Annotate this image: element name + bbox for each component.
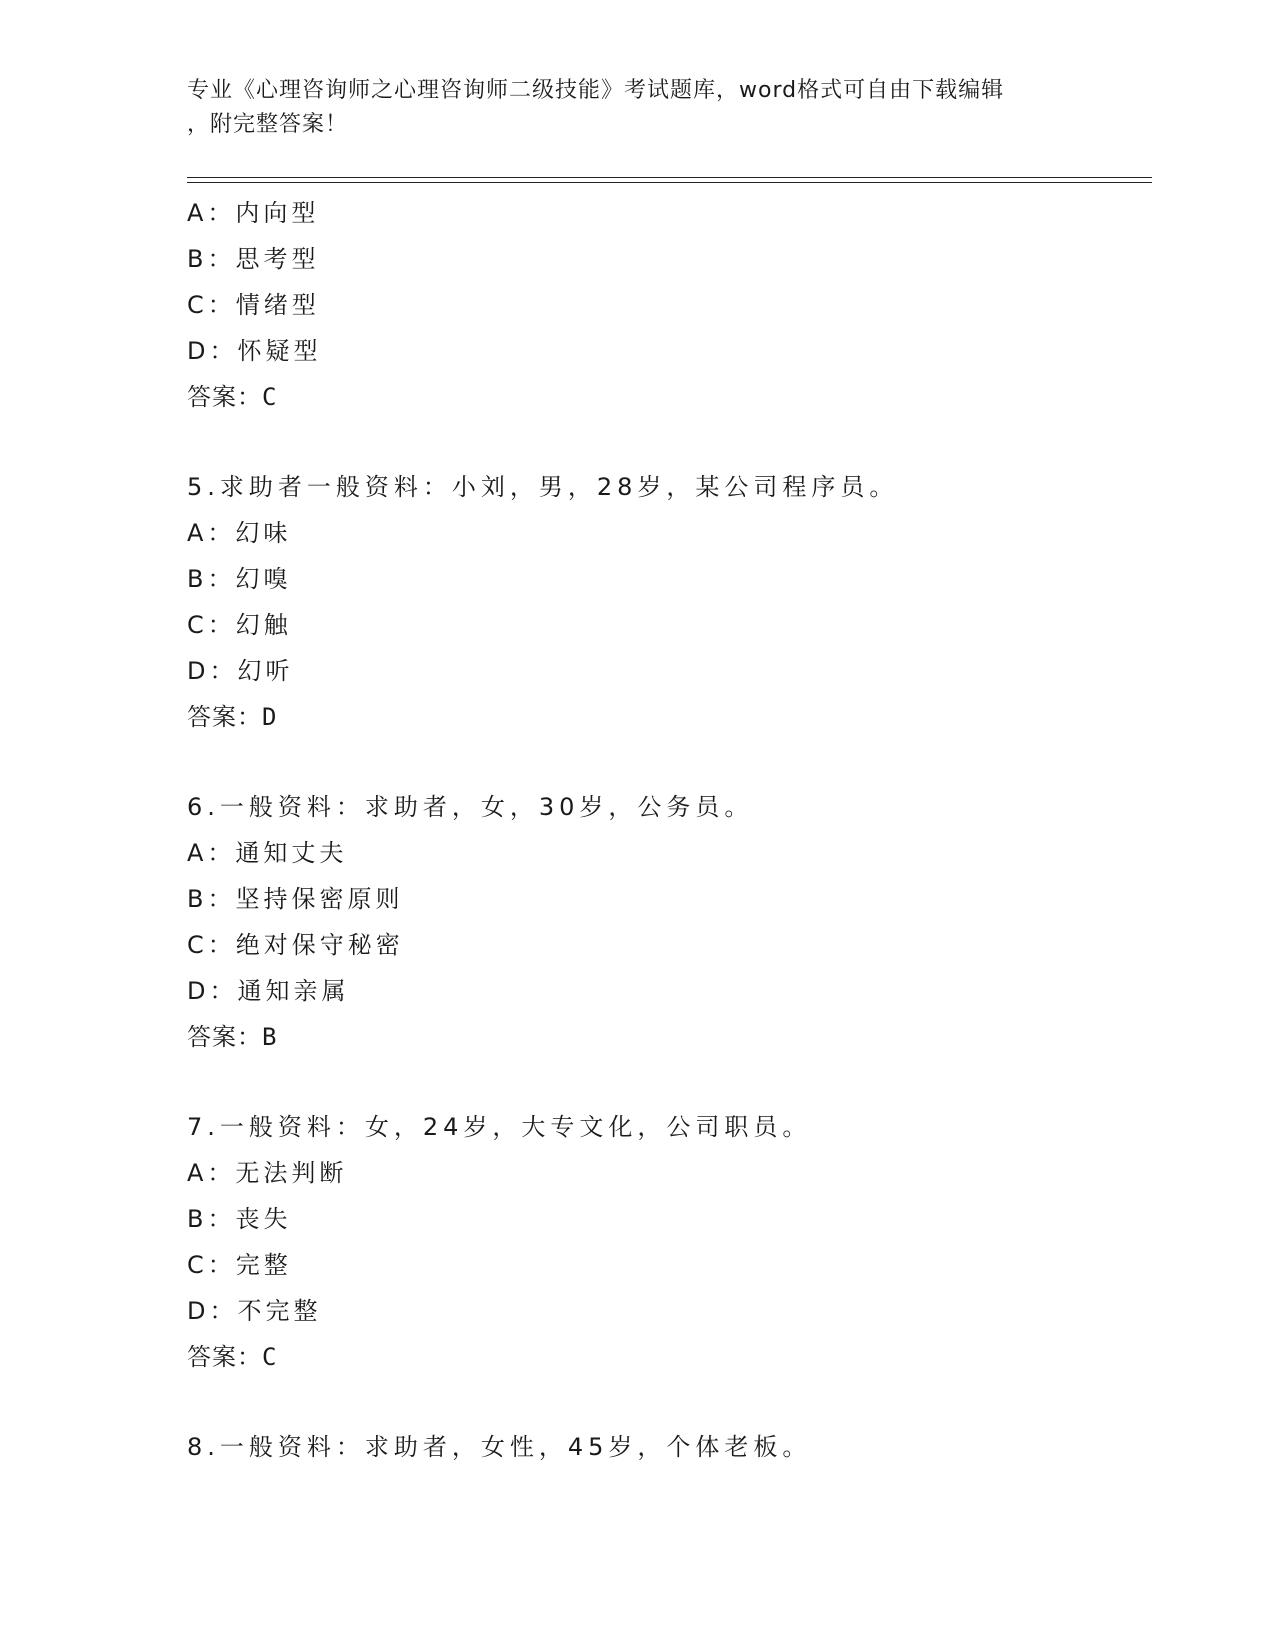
header-divider-bottom xyxy=(187,182,1152,183)
option-d: D：怀疑型 xyxy=(187,337,322,365)
option-a: A：幻味 xyxy=(187,519,292,547)
option-d: D：通知亲属 xyxy=(187,977,350,1005)
option-a: A：内向型 xyxy=(187,199,320,227)
question-block-8 xyxy=(187,1424,1147,1470)
option-c: C：情绪型 xyxy=(187,291,320,319)
header-line-2: ，附完整答案！ xyxy=(187,112,349,137)
answer-line: 答案：C xyxy=(187,1343,278,1371)
question-text: 5.求助者一般资料：小刘，男，28岁，某公司程序员。 xyxy=(187,473,899,501)
header-line-1: 专业《心理咨询师之心理咨询师二级技能》考试题库，word格式可自由下载编辑 xyxy=(187,78,1005,103)
question-text: 7.一般资料：女，24岁，大专文化，公司职员。 xyxy=(187,1113,812,1141)
question-block-5 xyxy=(187,464,1147,740)
question-block-6 xyxy=(187,784,1147,1060)
option-d: D：不完整 xyxy=(187,1297,322,1325)
option-b: B：丧失 xyxy=(187,1205,292,1233)
option-b: B：幻嗅 xyxy=(187,565,292,593)
option-a: A：无法判断 xyxy=(187,1159,348,1187)
option-c: C：完整 xyxy=(187,1251,292,1279)
question-text: 8.一般资料：求助者，女性，45岁，个体老板。 xyxy=(187,1433,812,1461)
document-header xyxy=(187,74,1087,142)
question-text: 6.一般资料：求助者，女，30岁，公务员。 xyxy=(187,793,754,821)
option-b: B：思考型 xyxy=(187,245,320,273)
answer-line: 答案：B xyxy=(187,1023,278,1051)
question-block-4 xyxy=(187,190,1147,420)
option-c: C：幻触 xyxy=(187,611,292,639)
option-d: D：幻听 xyxy=(187,657,294,685)
answer-line: 答案：C xyxy=(187,383,278,411)
answer-line: 答案：D xyxy=(187,703,278,731)
question-list xyxy=(187,190,1147,1470)
question-block-7 xyxy=(187,1104,1147,1380)
option-c: C：绝对保守秘密 xyxy=(187,931,404,959)
option-b: B：坚持保密原则 xyxy=(187,885,404,913)
header-divider-top xyxy=(187,177,1152,178)
option-a: A：通知丈夫 xyxy=(187,839,348,867)
